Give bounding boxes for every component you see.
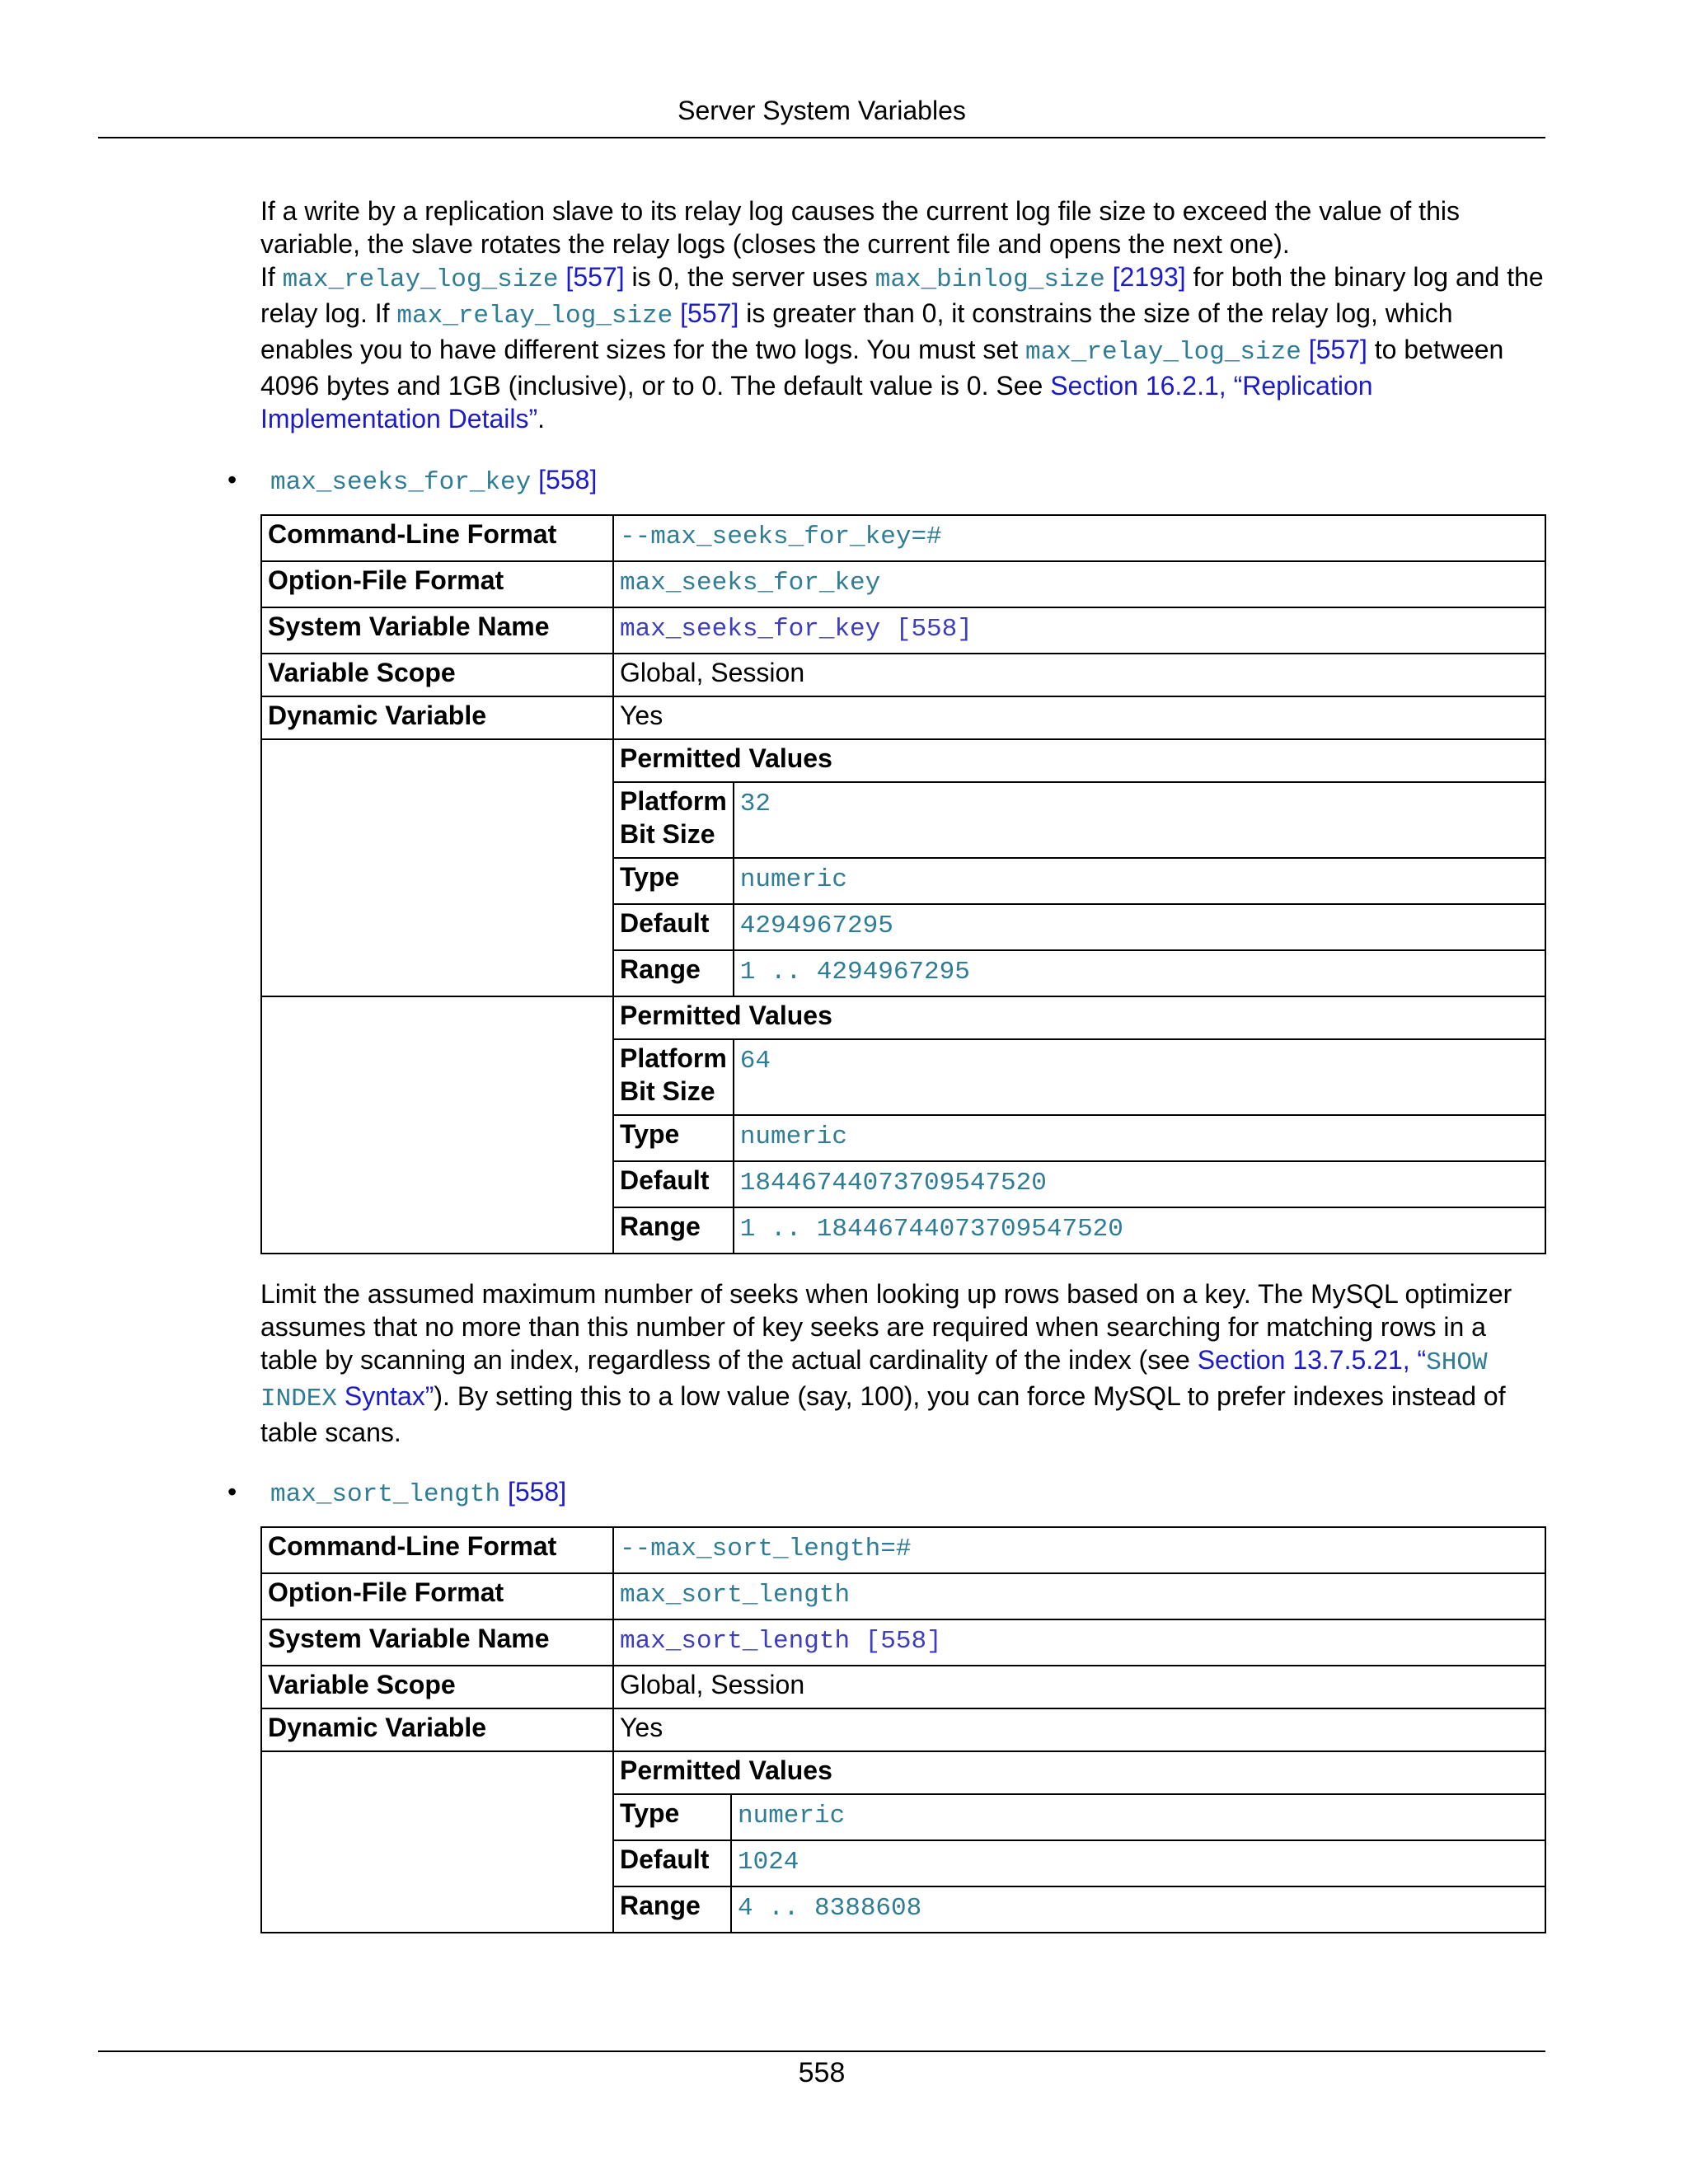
range-label: Range	[614, 1207, 734, 1253]
var-table-max-seeks-for-key	[260, 514, 1546, 1254]
permitted-values-heading: Permitted Values	[620, 743, 832, 773]
row-value: Global, Session	[613, 654, 1545, 696]
row-value: Yes	[613, 696, 1545, 739]
range-label: Range	[614, 950, 734, 996]
section-link-replication[interactable]: Section 16.2.1, “Replication Implementation Details”	[260, 371, 1373, 434]
ref-link-558[interactable]: [558]	[538, 465, 598, 494]
range-value: 4 .. 8388608	[738, 1894, 922, 1923]
table-row	[261, 696, 1545, 739]
default-label: Default	[614, 1161, 734, 1207]
type-label: Type	[614, 858, 734, 904]
code-max-relay-log-size[interactable]: max_relay_log_size	[282, 265, 559, 294]
permitted-values-heading: Permitted Values	[620, 1001, 832, 1030]
table-row	[261, 1527, 1545, 1573]
var-table-max-sort-length	[260, 1526, 1546, 1933]
var-name-max-seeks-for-key[interactable]: max_seeks_for_key	[270, 468, 532, 497]
permitted-values-row	[261, 739, 1545, 996]
seeks-description: Limit the assumed maximum number of seeks when looking up rows based on a key. The MySQL optimizer assumes that no more than this number of key seeks are required when searching for matching rows in a table by scanning an index, regardless of the actual cardinality of the index (see Section 13.7.5.21, “SHOW INDEX Syntax”). By setting this to a low value (say, 100), you can force MySQL to prefer indexes instead of table scans.	[260, 1279, 1512, 1447]
permitted-values-heading: Permitted Values	[620, 1755, 832, 1785]
row-label: Option-File Format	[261, 1573, 613, 1619]
page-content	[227, 194, 1548, 1933]
row-value: max_seeks_for_key	[620, 569, 881, 598]
default-value: 18446744073709547520	[739, 1169, 1047, 1197]
permitted-values-table	[614, 1752, 1545, 1932]
page-header: Server System Variables	[678, 96, 966, 125]
var-name-max-sort-length[interactable]: max_sort_length	[270, 1480, 501, 1509]
platform-label: Platform Bit Size	[614, 1039, 734, 1115]
row-label: Command-Line Format	[261, 515, 613, 561]
type-value: numeric	[739, 865, 848, 894]
code-max-binlog-size[interactable]: max_binlog_size	[874, 265, 1105, 294]
row-value: Yes	[613, 1708, 1545, 1751]
ref-link-2193[interactable]: [2193]	[1112, 262, 1186, 292]
platform-value: 32	[739, 790, 771, 818]
ref-link-557[interactable]: [557]	[680, 298, 739, 328]
page-number: 558	[798, 2057, 846, 2088]
bullet-icon: •	[227, 1477, 237, 1507]
section-link-show-index[interactable]: Section 13.7.5.21, “SHOW INDEX Syntax”	[260, 1345, 1488, 1413]
default-label: Default	[614, 1840, 731, 1886]
row-value-link[interactable]: max_seeks_for_key [558]	[620, 615, 973, 644]
table-row	[261, 654, 1545, 696]
type-label: Type	[614, 1794, 731, 1840]
intro-paragraph: If a write by a replication slave to its relay log causes the current log file size to exceed the value of this variable, the slave rotates the relay logs (closes the current file and opens the next one). If max_relay_log_size [557] is 0, the server uses max_binlog_size [2193] for both the binary log and the relay log. If max_relay_log_size [557] is greater than 0, it constrains the size of the relay log, which enables you to have different sizes for the two logs. You must set max_relay_log_size [557] to between 4096 bytes and 1GB (inclusive), or to 0. The default value is 0. See Section 16.2.1, “Replication Implementation Details”.	[260, 196, 1544, 434]
type-value: numeric	[738, 1802, 846, 1830]
type-label: Type	[614, 1115, 734, 1161]
platform-value: 64	[739, 1047, 771, 1076]
ref-link-557[interactable]: [557]	[1308, 335, 1367, 364]
table-row	[261, 1573, 1545, 1619]
row-value-link[interactable]: max_sort_length [558]	[620, 1627, 942, 1656]
permitted-values-row	[261, 996, 1545, 1254]
header-rule	[98, 137, 1545, 138]
row-label: Dynamic Variable	[261, 1708, 613, 1751]
default-label: Default	[614, 904, 734, 950]
row-label: Variable Scope	[261, 1666, 613, 1708]
table-row	[261, 1619, 1545, 1666]
row-value: Global, Session	[613, 1666, 1545, 1708]
bullet-icon: •	[227, 465, 237, 494]
footer-rule	[98, 2050, 1545, 2052]
row-value: --max_seeks_for_key=#	[620, 523, 942, 551]
platform-label: Platform Bit Size	[614, 782, 734, 858]
permitted-values-table	[614, 740, 1545, 996]
row-label: Dynamic Variable	[261, 696, 613, 739]
row-label: System Variable Name	[261, 1619, 613, 1666]
ref-link-557[interactable]: [557]	[565, 262, 625, 292]
bullet-max-seeks-for-key	[227, 463, 1548, 499]
bullet-max-sort-length	[227, 1475, 1548, 1511]
permitted-values-row	[261, 1751, 1545, 1933]
row-label: System Variable Name	[261, 607, 613, 654]
table-row	[261, 607, 1545, 654]
table-row	[261, 1666, 1545, 1708]
ref-link-558[interactable]: [558]	[507, 1477, 567, 1507]
table-row	[261, 561, 1545, 607]
row-value: --max_sort_length=#	[620, 1535, 912, 1563]
default-value: 1024	[738, 1848, 799, 1877]
table-row	[261, 515, 1545, 561]
row-label: Variable Scope	[261, 654, 613, 696]
permitted-values-table	[614, 997, 1545, 1253]
default-value: 4294967295	[739, 912, 893, 940]
range-label: Range	[614, 1886, 731, 1932]
code-max-relay-log-size[interactable]: max_relay_log_size	[396, 302, 673, 330]
row-label: Option-File Format	[261, 561, 613, 607]
type-value: numeric	[739, 1122, 848, 1151]
table-row	[261, 1708, 1545, 1751]
row-label: Command-Line Format	[261, 1527, 613, 1573]
code-max-relay-log-size[interactable]: max_relay_log_size	[1025, 338, 1301, 367]
range-value: 1 .. 18446744073709547520	[739, 1215, 1123, 1244]
row-value: max_sort_length	[620, 1581, 851, 1610]
range-value: 1 .. 4294967295	[739, 958, 970, 987]
